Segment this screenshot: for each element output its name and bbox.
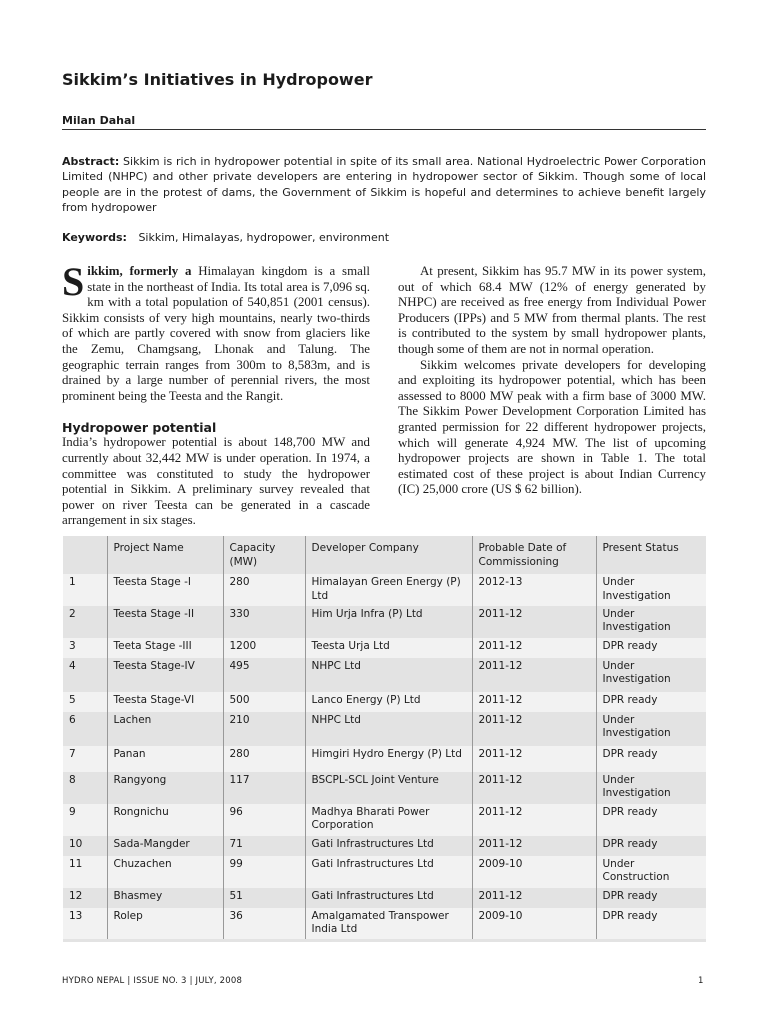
table-cell: 99 xyxy=(223,856,305,888)
table-row xyxy=(63,692,706,712)
table-cell: Amalgamated Transpower India Ltd xyxy=(305,908,472,940)
table-cell: Himalayan Green Energy (P) Ltd xyxy=(305,574,472,606)
table-cell: Teesta Stage -II xyxy=(107,606,223,638)
projects-table xyxy=(63,536,706,942)
author-name: Milan Dahal xyxy=(62,114,136,127)
table-cell: Rongnichu xyxy=(107,804,223,836)
table-cell: Madhya Bharati Power Corporation xyxy=(305,804,472,836)
table-cell: Teeta Stage -III xyxy=(107,638,223,658)
table-cell: 3 xyxy=(63,638,107,658)
section-heading: Hydropower potential xyxy=(62,420,217,436)
table-cell: DPR ready xyxy=(602,693,658,706)
table-cell: Rangyong xyxy=(107,772,223,804)
table-cell: 2009-10 xyxy=(472,856,596,888)
table-cell: Gati Infrastructures Ltd xyxy=(305,856,472,888)
table-row xyxy=(63,606,706,638)
table-cell: DPR ready xyxy=(602,639,658,652)
body-paragraph: Sikkim welcomes private developers for developing and exploiting its hydropower potential, which has been assessed to 8000 MW peak with a firm base of 3000 MW. The Sikkim Power Development Corporation Limited has granted permission for 22 different hydropower projects, which will generate 4,924 MW. The list of upcoming hydropower projects are shown in Table 1. The total estimated cost of these project is about Indian Currency (IC) 25,000 crore (US $ 62 billion). xyxy=(398,357,706,497)
table-cell: 2011-12 xyxy=(472,638,596,658)
table-cell: 1200 xyxy=(223,638,305,658)
table-row xyxy=(63,712,706,746)
right-column xyxy=(398,264,706,498)
table-cell: 5 xyxy=(63,692,107,712)
column-header: Developer Company xyxy=(305,536,472,574)
column-header: Capacity (MW) xyxy=(223,536,305,574)
column-header: Project Name xyxy=(107,536,223,574)
table-cell: Gati Infrastructures Ltd xyxy=(305,836,472,856)
keywords-label: Keywords: xyxy=(62,231,127,244)
table-cell: 330 xyxy=(223,606,305,638)
drop-cap: S xyxy=(62,259,85,304)
table-cell: 71 xyxy=(223,836,305,856)
table-cell: Teesta Stage-VI xyxy=(107,692,223,712)
table-row xyxy=(63,888,706,908)
table-cell: BSCPL-SCL Joint Venture xyxy=(305,772,472,804)
table-cell: DPR ready xyxy=(602,889,658,902)
table-cell: 7 xyxy=(63,746,107,772)
abstract xyxy=(62,154,706,216)
table-cell: Panan xyxy=(107,746,223,772)
column-header: Present Status xyxy=(602,542,679,554)
table-cell: Lanco Energy (P) Ltd xyxy=(305,692,472,712)
table-cell: 11 xyxy=(63,856,107,888)
table-cell: 8 xyxy=(63,772,107,804)
table-cell: Under Investigation xyxy=(602,713,671,740)
table-cell: Teesta Stage-IV xyxy=(107,658,223,692)
table-cell: NHPC Ltd xyxy=(305,712,472,746)
table-cell: 2011-12 xyxy=(472,692,596,712)
journal-footer: HYDRO NEPAL | ISSUE NO. 3 | JULY, 2008 xyxy=(62,976,243,986)
abstract-label: Abstract: xyxy=(62,155,120,168)
table-cell: 2011-12 xyxy=(472,836,596,856)
table-cell: 2009-10 xyxy=(472,908,596,940)
table-cell: Under Investigation xyxy=(602,607,671,634)
table-row xyxy=(63,908,706,940)
table-cell: 2011-12 xyxy=(472,804,596,836)
table-cell: 1 xyxy=(63,574,107,606)
header-rule xyxy=(62,129,706,130)
table-cell: NHPC Ltd xyxy=(305,658,472,692)
table-cell: DPR ready xyxy=(602,805,658,818)
table-cell: 500 xyxy=(223,692,305,712)
table-cell: DPR ready xyxy=(602,747,658,760)
paper-title: Sikkim’s Initiatives in Hydropower xyxy=(62,70,373,89)
table-cell: 117 xyxy=(223,772,305,804)
table-cell: DPR ready xyxy=(602,837,658,850)
column-header xyxy=(63,536,107,574)
table-cell: 10 xyxy=(63,836,107,856)
table-cell: Himgiri Hydro Energy (P) Ltd xyxy=(305,746,472,772)
column-header: Probable Date of Commissioning xyxy=(472,536,596,574)
table-row xyxy=(63,836,706,856)
table-row xyxy=(63,658,706,692)
keywords-text: Sikkim, Himalayas, hydropower, environment xyxy=(138,231,390,244)
table-cell: 2011-12 xyxy=(472,746,596,772)
table-cell: 9 xyxy=(63,804,107,836)
table-cell: 2011-12 xyxy=(472,606,596,638)
table-cell: Him Urja Infra (P) Ltd xyxy=(305,606,472,638)
table-cell: 2 xyxy=(63,606,107,638)
table-cell: 2011-12 xyxy=(472,712,596,746)
intro-lead: ikkim, formerly a xyxy=(87,264,192,278)
abstract-text: Sikkim is rich in hydropower potential in spite of its small area. National Hydroelectric Power Corporation Limited (NHPC) and other private developers are entering in hydropower sector of Sikkim. Though some of local people are in the protest of dams, the Government of Sikkim is hopeful and determines to achieve benefit largely from hydropower xyxy=(62,155,707,215)
table-cell: DPR ready xyxy=(602,909,658,922)
table-cell: Bhasmey xyxy=(107,888,223,908)
page-number: 1 xyxy=(698,976,704,986)
table-cell: 12 xyxy=(63,888,107,908)
table-cell: Chuzachen xyxy=(107,856,223,888)
section-paragraph: India’s hydropower potential is about 148,700 MW and currently about 32,442 MW is under operation. In 1974, a committee was constituted to study the hydropower potential in Sikkim. A preliminary survey revealed that power on river Teesta can be generated in a cascade arrangement in six stages. xyxy=(62,435,370,528)
table-cell: 280 xyxy=(223,746,305,772)
table-cell: 6 xyxy=(63,712,107,746)
table-cell: 280 xyxy=(223,574,305,606)
table-cell: Teesta Urja Ltd xyxy=(305,638,472,658)
table-row xyxy=(63,746,706,772)
table-cell: Sada-Mangder xyxy=(107,836,223,856)
table-cell: Lachen xyxy=(107,712,223,746)
table-cell: Rolep xyxy=(107,908,223,940)
keywords xyxy=(62,231,706,244)
table-cell: 210 xyxy=(223,712,305,746)
left-column xyxy=(62,259,370,529)
table-header-row xyxy=(63,536,706,574)
table-cell: 2011-12 xyxy=(472,888,596,908)
table-cell: Under Construction xyxy=(602,857,670,884)
table-row xyxy=(63,638,706,658)
table-cell: Under Investigation xyxy=(602,773,671,800)
table-cell: Under Investigation xyxy=(602,659,671,686)
table-cell: 2011-12 xyxy=(472,658,596,692)
intro-paragraph xyxy=(62,259,370,404)
table-cell: 51 xyxy=(223,888,305,908)
table-body xyxy=(63,574,706,939)
table-cell: 2011-12 xyxy=(472,772,596,804)
body-paragraph: At present, Sikkim has 95.7 MW in its power system, out of which 68.4 MW (12% of energy generated by NHPC) are received as free energy from Individual Power Producers (IPPs) and 5 MW from thermal plants. The rest is contributed to the system by small hydropower plants, though some of them are not in normal operation. xyxy=(398,264,706,356)
table-cell: 96 xyxy=(223,804,305,836)
table-cell: 36 xyxy=(223,908,305,940)
table-row xyxy=(63,856,706,888)
table-cell: 13 xyxy=(63,908,107,940)
table-cell: Gati Infrastructures Ltd xyxy=(305,888,472,908)
table-cell: Under Investigation xyxy=(602,576,671,602)
table-cell: 4 xyxy=(63,658,107,692)
table-row xyxy=(63,574,706,606)
table-cell: 495 xyxy=(223,658,305,692)
table-cell: Teesta Stage -I xyxy=(107,574,223,606)
table-row xyxy=(63,772,706,804)
intro-text: Himalayan kingdom is a small state in the northeast of India. Its total area is 7,096 sq. km with a total population of 540,851 (2001 census). Sikkim consists of very high mountains, nearly two-thirds of which are partly covered with snow from glaciers like the Zemu, Chamgsang, Lhonak and Talung. The geographic terrain ranges from 300m to 8,583m, and is drained by a large number of perennial rivers, the most prominent being the Teesta and the Rangit. xyxy=(62,264,370,403)
table-cell: 2012-13 xyxy=(472,574,596,606)
table-row xyxy=(63,804,706,836)
